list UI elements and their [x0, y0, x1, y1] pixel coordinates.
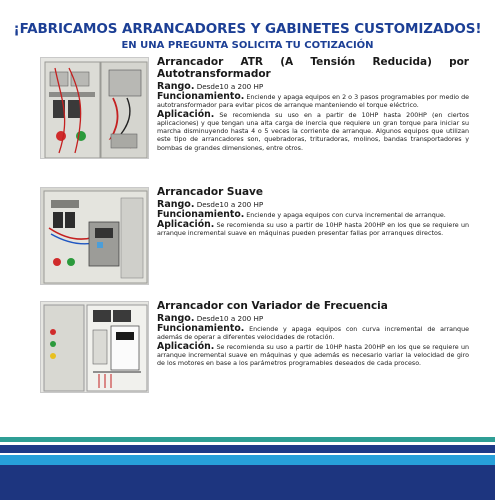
vfd-range-label: Rango.	[157, 313, 195, 324]
soft-starter-application-text: Se recomienda su uso a partir de 10HP hasta 200HP en los que se requiere un arranque incremental suave en máquinas pueden presentar fallas por arranques directos.	[157, 222, 469, 238]
atr-title-line2: Autotransformador	[157, 68, 271, 80]
soft-starter-function-label: Funcionamiento.	[157, 209, 245, 220]
footer-stripe-navy	[0, 445, 495, 453]
atr-application-text: Se recomienda su uso en a partir de 10HP hasta 200HP (en ciertos aplicaciones) y que tengan una alta carga de inercia que requiere un gran torque para iniciar su marcha disminuyendo hasta 4 o 5 veces la corriente de arranque. Algunos equipos que utilizan este tipo de arrancadores son, quebradoras, trituradoras, molinos, bandas transportadores y bombas de grandes dimensiones, entre otros.	[157, 112, 469, 152]
vfd-application	[157, 343, 469, 368]
footer-stripe-dark-blue	[0, 465, 495, 500]
vfd-application-text: Se recomienda su uso a partir de 10HP hasta 200HP en los que se requiere un arranque incremental suave en máquinas y que además es necesario variar la velocidad de giro de los motores en base a los parámetros programables deseados de cada proceso.	[157, 344, 469, 368]
vfd-application-label: Aplicación.	[157, 341, 215, 353]
page-subtitle: EN UNA PREGUNTA SOLICITA TU COTIZACIÓN	[121, 40, 374, 51]
page-title: ¡FABRICAMOS ARRANCADORES Y GABINETES CUSTOMIZADOS!	[13, 21, 482, 37]
atr-function-label: Funcionamiento.	[157, 91, 245, 102]
atr-range-label: Rango.	[157, 81, 195, 92]
soft-starter-title: Arrancador Suave	[157, 186, 264, 198]
vfd-range-value: Desde10 a 200 HP	[194, 314, 264, 323]
vfd-function-text: Enciende y apaga equipos con curva incremental de arranque además de operar a diferentes velocidades de rotación.	[157, 326, 469, 342]
vfd-function-label: Funcionamiento.	[157, 323, 245, 334]
vfd-function	[157, 325, 469, 342]
soft-starter-application	[157, 221, 469, 238]
atr-function-text: Enciende y apaga equipos en 2 o 3 pasos programables por medio de autotransformador para evitar picos de arranque manteniendo el torque eléctrico.	[157, 94, 469, 110]
atr-cabinet-photo	[40, 57, 149, 159]
atr-range-value: Desde10 a 200 HP	[194, 82, 264, 91]
soft-starter-function-text: Enciende y apaga equipos con curva incremental de arranque.	[244, 212, 446, 219]
footer-stripe-light-blue	[0, 455, 495, 465]
vfd-title: Arrancador con Variador de Frecuencia	[157, 300, 388, 312]
soft-starter-range-label: Rango.	[157, 199, 195, 210]
soft-starter-photo	[40, 187, 149, 285]
atr-application-label: Aplicación.	[157, 109, 215, 121]
atr-title: Arrancador ATR (A Tensión Reducida) por	[157, 56, 469, 68]
atr-function	[157, 93, 469, 110]
atr-application	[157, 111, 469, 152]
vfd-cabinet-photo	[40, 301, 149, 393]
soft-starter-application-label: Aplicación.	[157, 219, 215, 231]
soft-starter-range-value: Desde10 a 200 HP	[194, 200, 264, 209]
